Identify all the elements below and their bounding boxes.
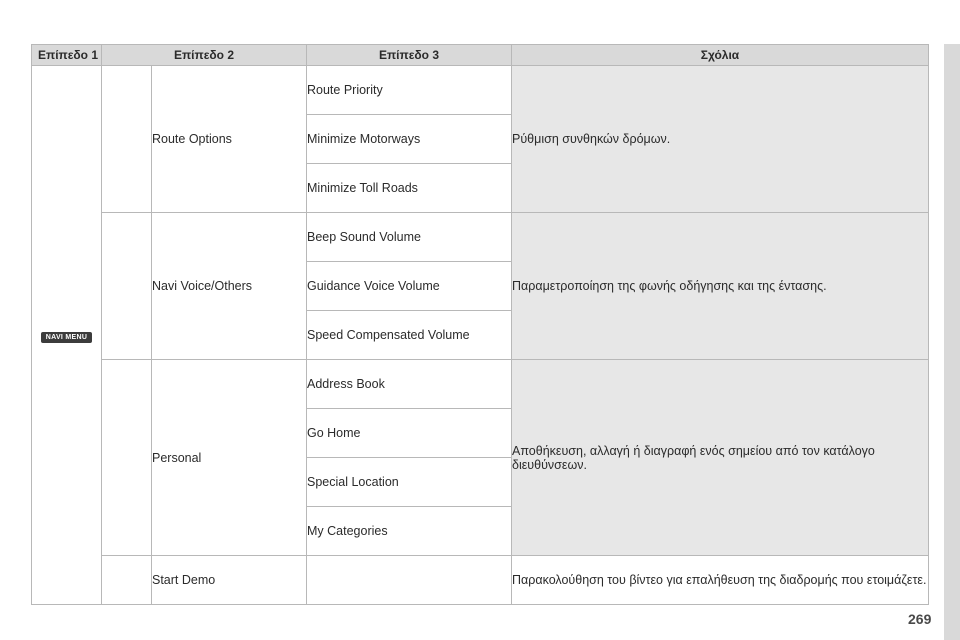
table-row bbox=[32, 213, 929, 262]
header-comments: Σχόλια bbox=[512, 45, 929, 66]
spacer-cell bbox=[102, 556, 152, 605]
spacer-cell bbox=[102, 360, 152, 556]
header-level2: Επίπεδο 2 bbox=[102, 45, 307, 66]
navi-menu-button[interactable]: NAVI MENU bbox=[41, 332, 92, 343]
level3-go-home[interactable]: Go Home bbox=[307, 409, 512, 458]
comment-route-options: Ρύθμιση συνθηκών δρόμων. bbox=[512, 66, 929, 213]
level1-cell bbox=[32, 66, 102, 605]
level3-minimize-motorways[interactable]: Minimize Motorways bbox=[307, 115, 512, 164]
level3-speed-compensated-volume[interactable]: Speed Compensated Volume bbox=[307, 311, 512, 360]
level2-start-demo[interactable]: Start Demo bbox=[152, 556, 307, 605]
level2-personal[interactable]: Personal bbox=[152, 360, 307, 556]
level3-special-location[interactable]: Special Location bbox=[307, 458, 512, 507]
level2-navi-voice-others[interactable]: Navi Voice/Others bbox=[152, 213, 307, 360]
table-header-row bbox=[32, 45, 929, 66]
spacer-cell bbox=[102, 213, 152, 360]
level3-minimize-toll-roads[interactable]: Minimize Toll Roads bbox=[307, 164, 512, 213]
comment-navi-voice: Παραμετροποίηση της φωνής οδήγησης και της έντασης. bbox=[512, 213, 929, 360]
table-row bbox=[32, 360, 929, 409]
level2-route-options[interactable]: Route Options bbox=[152, 66, 307, 213]
spacer-cell bbox=[102, 66, 152, 213]
table-row bbox=[32, 556, 929, 605]
comment-start-demo: Παρακολούθηση του βίντεο για επαλήθευση της διαδρομής που ετοιμάζετε. bbox=[512, 556, 929, 605]
level3-address-book[interactable]: Address Book bbox=[307, 360, 512, 409]
header-level3: Επίπεδο 3 bbox=[307, 45, 512, 66]
page-number: 269 bbox=[908, 611, 932, 627]
side-tab bbox=[944, 44, 960, 640]
level3-guidance-voice-volume[interactable]: Guidance Voice Volume bbox=[307, 262, 512, 311]
level3-beep-sound-volume[interactable]: Beep Sound Volume bbox=[307, 213, 512, 262]
level3-my-categories[interactable]: My Categories bbox=[307, 507, 512, 556]
navi-menu-table bbox=[31, 44, 929, 605]
level3-route-priority[interactable]: Route Priority bbox=[307, 66, 512, 115]
comment-personal: Αποθήκευση, αλλαγή ή διαγραφή ενός σημείου από τον κατάλογο διευθύνσεων. bbox=[512, 360, 929, 556]
level3-empty-cell bbox=[307, 556, 512, 605]
table-row bbox=[32, 66, 929, 115]
header-level1: Επίπεδο 1 bbox=[32, 45, 102, 66]
